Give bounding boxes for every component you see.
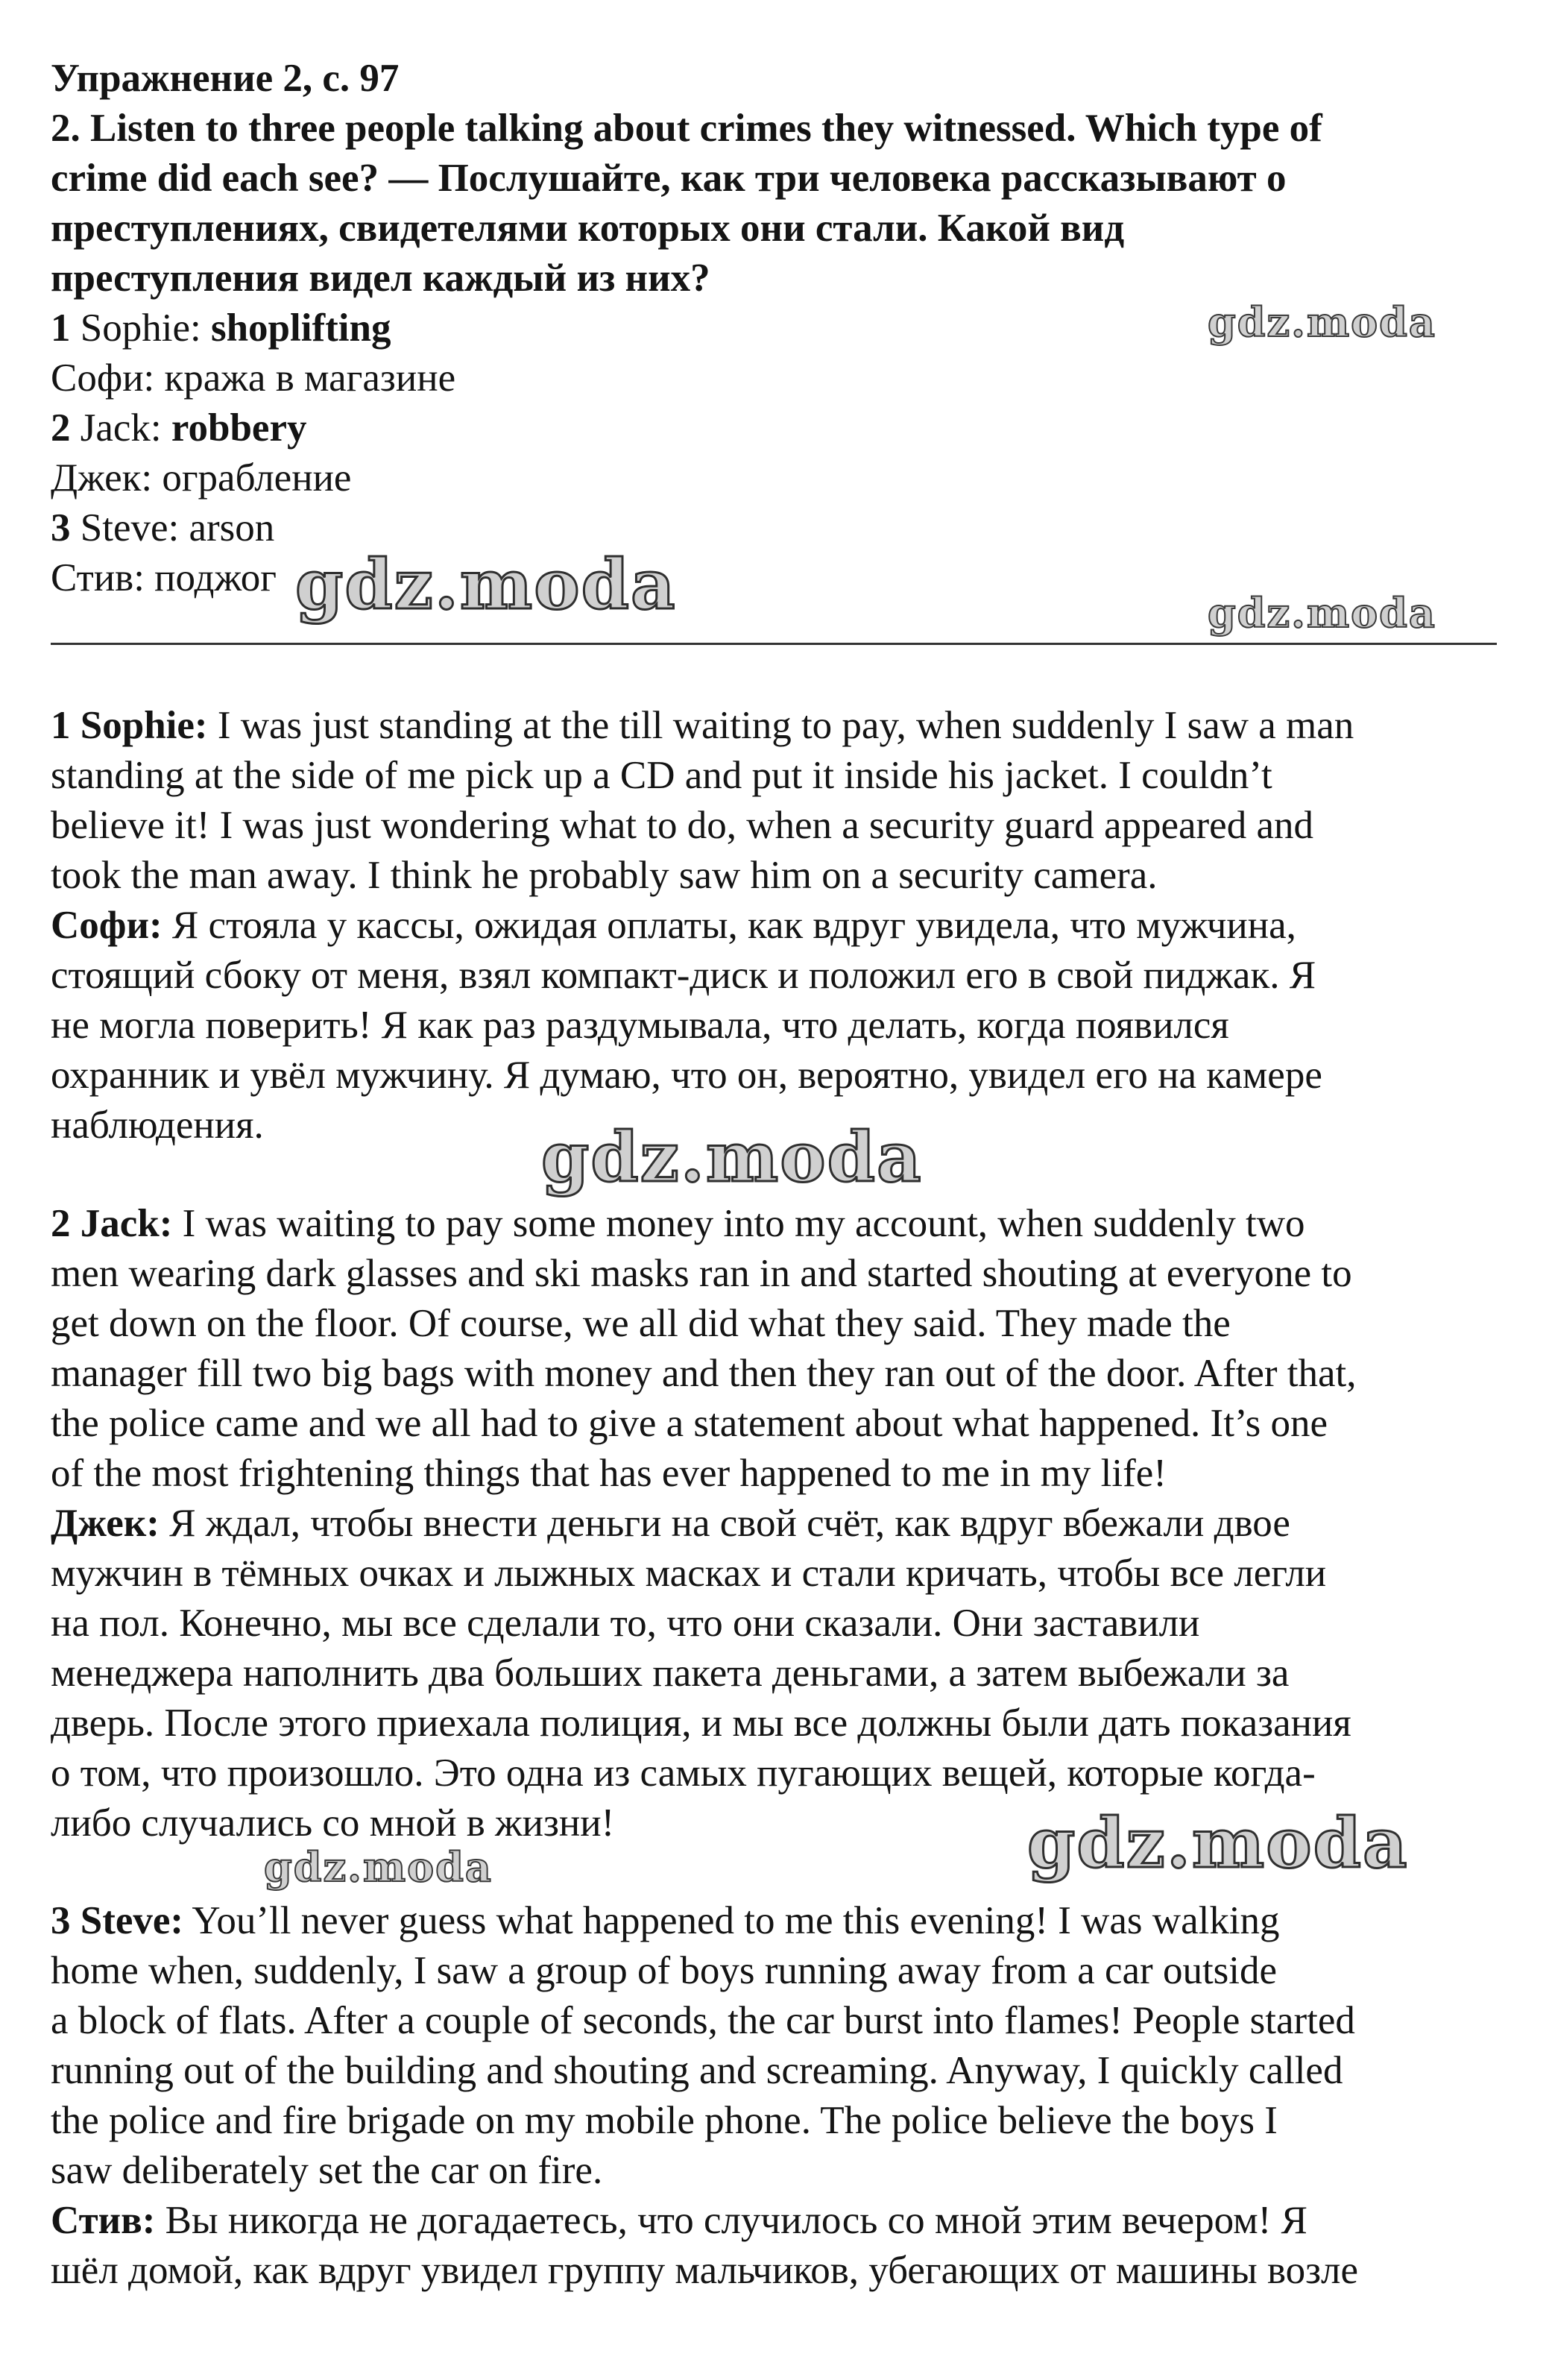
text-line: get down on the floor. Of course, we all did what they said. They made the bbox=[51, 1302, 1231, 1345]
text-line: home when, suddenly, I saw a group of boys running away from a car outside bbox=[51, 1949, 1278, 1992]
text-line: дверь. После этого приехала полиция, и мы все должны были дать показания bbox=[51, 1701, 1351, 1745]
answer-name: Jack: bbox=[80, 406, 171, 450]
watermark-logo: gdz.moda bbox=[1027, 1803, 1409, 1883]
text-line: либо случались со мной в жизни! bbox=[51, 1801, 615, 1845]
text-line: 2 Jack: I was waiting to pay some money into my account, when suddenly two bbox=[51, 1202, 1305, 1245]
speaker-label: 1 Sophie: bbox=[51, 704, 208, 747]
text-line: standing at the side of me pick up a CD and put it inside his jacket. I couldn’t bbox=[51, 754, 1272, 797]
watermark-logo: gdz.moda bbox=[541, 1117, 923, 1197]
answer-number: 2 bbox=[51, 406, 81, 450]
text-line: мужчин в тёмных очках и лыжных масках и стали кричать, чтобы все легли bbox=[51, 1552, 1327, 1595]
exercise-title: Упражнение 2, с. 97 bbox=[51, 57, 400, 100]
task-line: преступления видел каждый из них? bbox=[51, 256, 710, 300]
speaker-label: Софи: bbox=[51, 904, 163, 947]
text-line: 1 Sophie: I was just standing at the till waiting to pay, when suddenly I saw a man bbox=[51, 704, 1354, 747]
text-line: стоящий сбоку от меня, взял компакт-диск и положил его в свой пиджак. Я bbox=[51, 954, 1316, 997]
answer-1-translation: Софи: кража в магазине bbox=[51, 356, 456, 400]
task-line: crime did each see? — Послушайте, как три человека рассказывают о bbox=[51, 157, 1287, 200]
text-line: Джек: Я ждал, чтобы внести деньги на свой счёт, как вдруг вбежали двое bbox=[51, 1502, 1290, 1545]
text-line: на пол. Конечно, мы все сделали то, что они сказали. Они заставили bbox=[51, 1602, 1200, 1645]
text-line: saw deliberately set the car on fire. bbox=[51, 2149, 603, 2192]
text-line: не могла поверить! Я как раз раздумывала, что делать, когда появился bbox=[51, 1004, 1229, 1047]
text-line: men wearing dark glasses and ski masks ran in and started shouting at everyone to bbox=[51, 1252, 1352, 1295]
answer-value: shoplifting bbox=[210, 306, 391, 350]
text-line: Стив: Вы никогда не догадаетесь, что случилось со мной этим вечером! Я bbox=[51, 2199, 1307, 2242]
answer-name: Steve: bbox=[80, 506, 189, 550]
answer-3 bbox=[51, 503, 1497, 553]
text-line: охранник и увёл мужчину. Я думаю, что он, вероятно, увидел его на камере bbox=[51, 1054, 1322, 1097]
answer-name: Sophie: bbox=[80, 306, 211, 350]
answer-3-translation: Стив: поджог bbox=[51, 556, 277, 599]
section-jack bbox=[51, 1199, 1497, 1848]
text-line: менеджера наполнить два больших пакета деньгами, а затем выбежали за bbox=[51, 1652, 1290, 1695]
text-line: running out of the building and shouting and screaming. Anyway, I quickly called bbox=[51, 2049, 1343, 2092]
speaker-label: 2 Jack: bbox=[51, 1202, 173, 1245]
text-line: believe it! I was just wondering what to do, when a security guard appeared and bbox=[51, 804, 1313, 847]
speaker-label: Джек: bbox=[51, 1502, 160, 1545]
task-line: преступлениях, свидетелями которых они стали. Какой вид bbox=[51, 207, 1125, 250]
text-line: manager fill two big bags with money and then they ran out of the door. After that, bbox=[51, 1352, 1357, 1395]
answer-2-translation: Джек: ограбление bbox=[51, 456, 352, 500]
watermark-logo: gdz.moda bbox=[264, 1843, 493, 1891]
text-line: a block of flats. After a couple of seconds, the car burst into flames! People started bbox=[51, 1999, 1355, 2042]
watermark-logo: gdz.moda bbox=[295, 544, 677, 625]
watermark-logo: gdz.moda bbox=[1208, 298, 1436, 346]
text-line: of the most frightening things that has ever happened to me in my life! bbox=[51, 1452, 1167, 1495]
task-line: 2. Listen to three people talking about crimes they witnessed. Which type of bbox=[51, 107, 1322, 150]
section-sophie bbox=[51, 701, 1497, 1150]
answer-value: robbery bbox=[171, 406, 307, 450]
answer-number: 1 bbox=[51, 306, 81, 350]
section-steve bbox=[51, 1896, 1497, 2296]
watermark-logo: gdz.moda bbox=[1208, 589, 1436, 637]
speaker-label: Стив: bbox=[51, 2199, 156, 2242]
text-line: шёл домой, как вдруг увидел группу мальчиков, убегающих от машины возле bbox=[51, 2249, 1359, 2292]
text-line: о том, что произошло. Это одна из самых пугающих вещей, которые когда- bbox=[51, 1751, 1316, 1795]
text-line: the police and fire brigade on my mobile phone. The police believe the boys I bbox=[51, 2099, 1278, 2142]
answer-number: 3 bbox=[51, 506, 81, 550]
text-line: наблюдения. bbox=[51, 1104, 264, 1147]
text-line: took the man away. I think he probably saw him on a security camera. bbox=[51, 854, 1158, 897]
divider bbox=[51, 643, 1497, 645]
text-line: Софи: Я стояла у кассы, ожидая оплаты, как вдруг увидела, что мужчина, bbox=[51, 904, 1296, 947]
text-line: 3 Steve: You’ll never guess what happened to me this evening! I was walking bbox=[51, 1899, 1280, 1942]
answer-value: arson bbox=[189, 506, 275, 550]
speaker-label: 3 Steve: bbox=[51, 1899, 184, 1942]
answer-2 bbox=[51, 403, 1497, 453]
text-line: the police came and we all had to give a statement about what happened. It’s one bbox=[51, 1402, 1328, 1445]
